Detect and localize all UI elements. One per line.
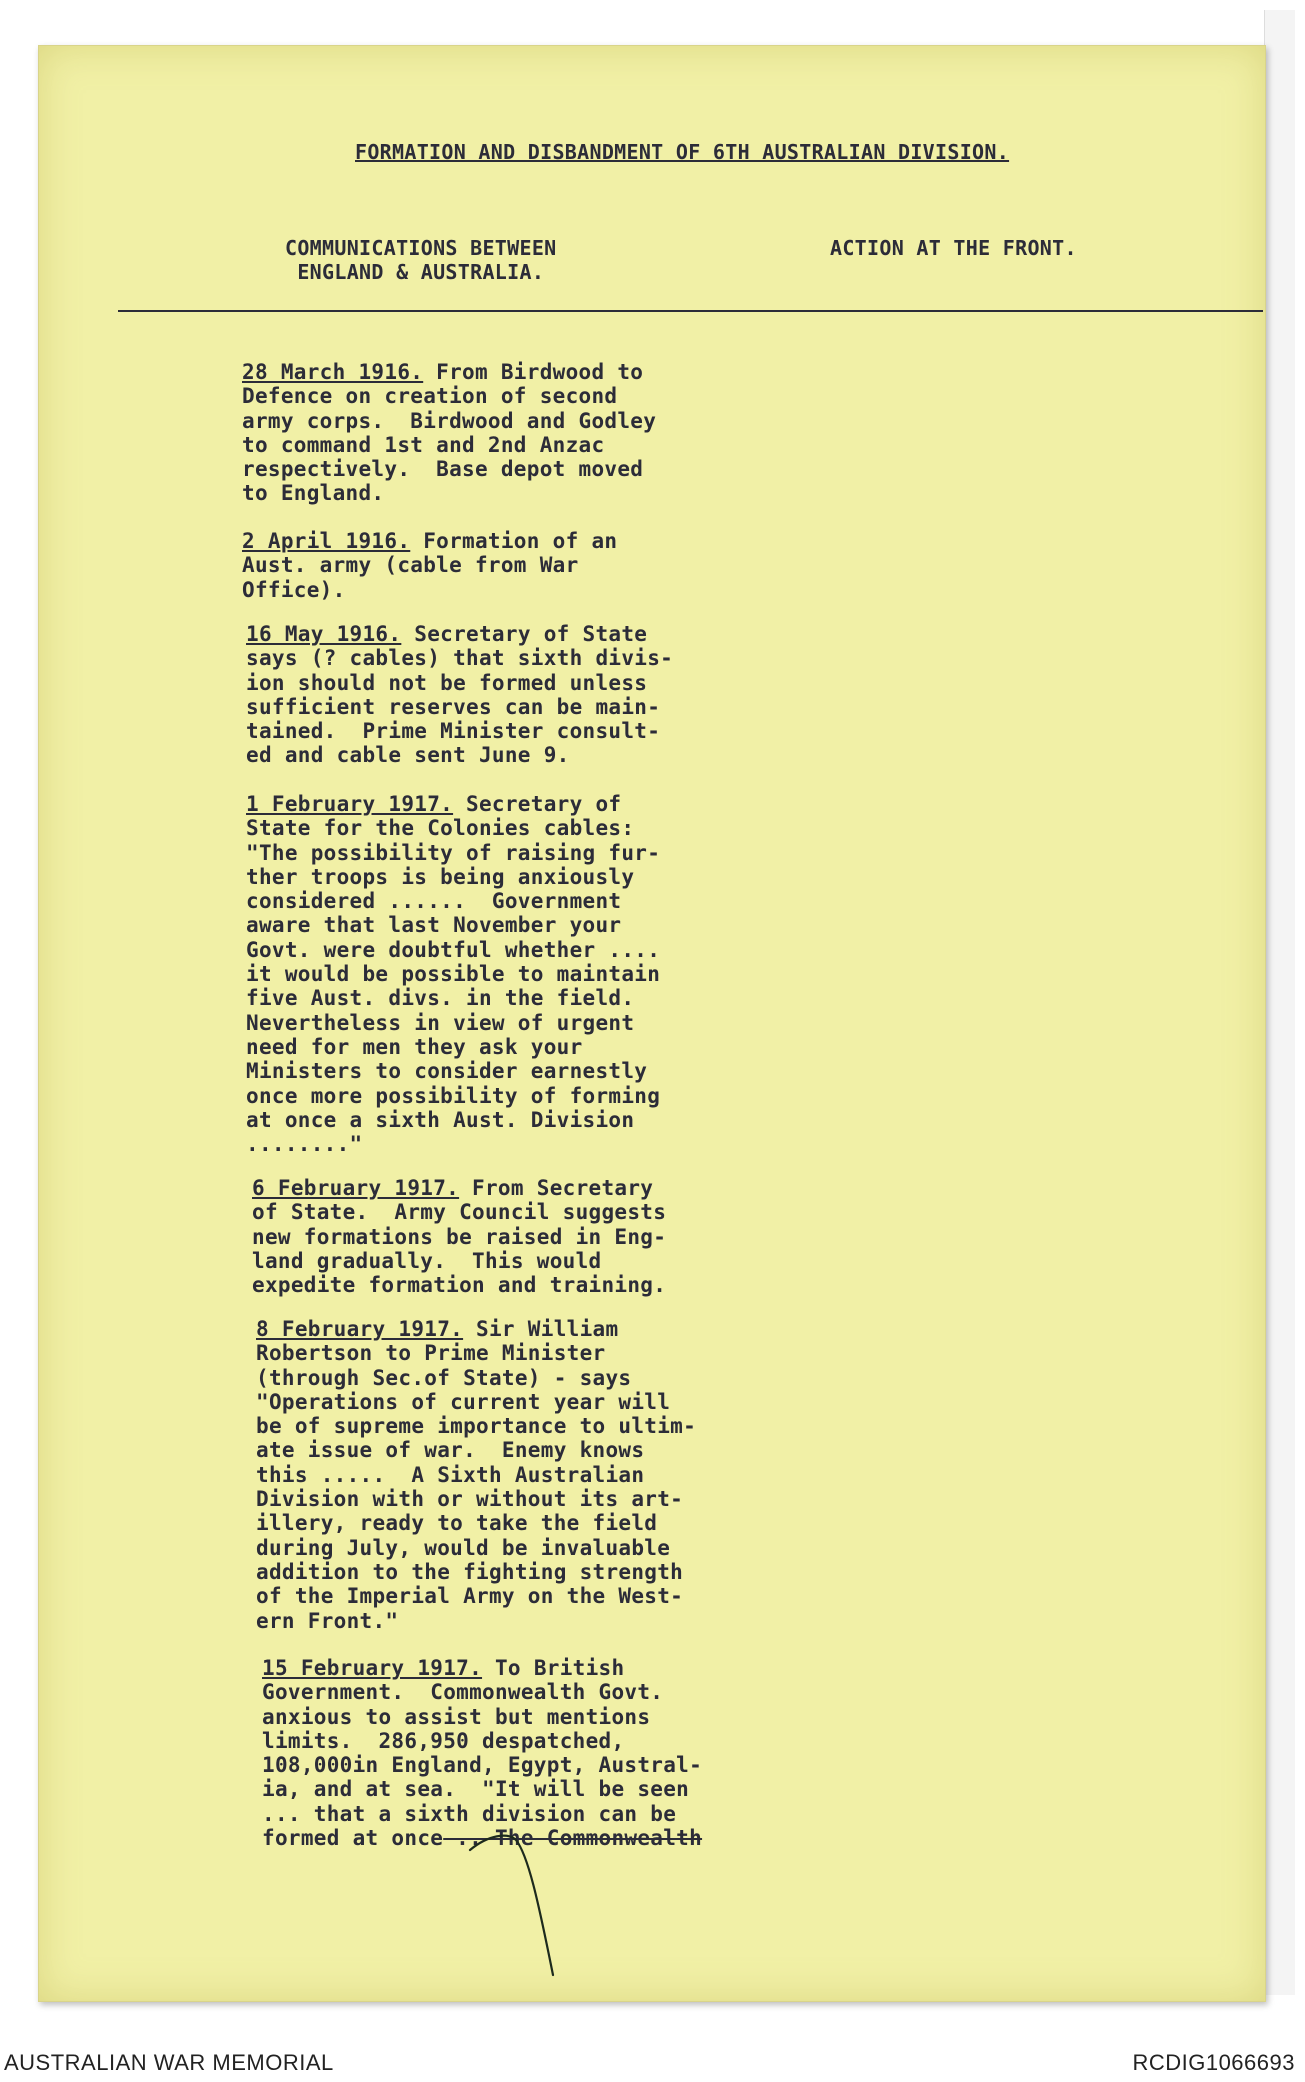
entry-date: 28 March 1916. <box>242 360 424 384</box>
entry-text: of State. Army Council suggests new formations be raised in Eng- land gradually. This would expedite formation and training. <box>252 1200 667 1298</box>
entry-date: 16 May 1916. <box>246 622 402 646</box>
entry <box>242 360 656 506</box>
footer-archive-name: AUSTRALIAN WAR MEMORIAL <box>4 2050 334 2075</box>
entry-text: State for the Colonies cables: "The possibility of raising fur- ther troops is being anxiously considered ...... Government aware that last November your Govt. were doubtful whether .... it would be possible to maintain five Aust. divs. in the field. Nevertheless in view of urgent need for men they ask your Ministers to consider earnestly once more possibility of forming at once a sixth Aust. Division ........" <box>246 816 661 1157</box>
column-heading-action: ACTION AT THE FRONT. <box>830 236 1077 260</box>
struck-text: .. The Commonwealth <box>443 1826 703 1851</box>
back-page-edge <box>1264 10 1295 1995</box>
entry-date: 2 April 1916. <box>242 529 411 553</box>
header-rule <box>118 310 1263 312</box>
entry <box>246 622 673 768</box>
entry <box>246 792 660 1156</box>
entry-text-first: Formation of an <box>410 529 618 553</box>
footer-record-id: RCDIG1066693 <box>1132 2050 1295 2075</box>
entry-date: 15 February 1917. <box>262 1656 483 1680</box>
document-title: FORMATION AND DISBANDMENT OF 6TH AUSTRALIAN DIVISION. <box>355 140 1010 164</box>
entry-text-first: From Secretary <box>459 1176 654 1200</box>
entry-text-first: From Birdwood to <box>423 360 644 384</box>
column-heading-communications <box>285 236 557 285</box>
entry-text: Aust. army (cable from War Office). <box>242 553 579 602</box>
entry <box>256 1317 696 1633</box>
entry-text: Government. Commonwealth Govt. anxious to assist but mentions limits. 286,950 despatched, 108,000in England, Egypt, Austral- ia, and at sea. "It will be seen ... that a sixth division can be formed at once <box>262 1680 703 1851</box>
entry-text-first: Sir William <box>463 1317 619 1341</box>
pen-mark-icon <box>468 1830 568 1980</box>
entry-text-first: Secretary of State <box>401 622 648 646</box>
entry <box>262 1656 702 1850</box>
entry <box>242 529 617 602</box>
entry-text: Robertson to Prime Minister (through Sec.of State) - says "Operations of current year will be of supreme importance to ultim- ate issue of war. Enemy knows this ..... A Sixth Australian Division with or without its art- illery, ready to take the field during July, would be invaluable addition to the fighting strength of the Imperial Army on the West- ern Front." <box>256 1341 697 1633</box>
entry-date: 6 February 1917. <box>252 1176 460 1200</box>
entry-date: 8 February 1917. <box>256 1317 464 1341</box>
entry-text: Defence on creation of second army corps. Birdwood and Godley to command 1st and 2nd Anzac respectively. Base depot moved to England. <box>242 384 657 506</box>
entry-text-first: To British <box>482 1656 625 1680</box>
column-heading-line1: COMMUNICATIONS BETWEEN <box>285 236 557 260</box>
entry-text-first: Secretary of <box>453 792 622 816</box>
entry-text: says (? cables) that sixth divis- ion should not be formed unless sufficient reserves can be main- tained. Prime Minister consult- ed and cable sent June 9. <box>246 646 674 768</box>
column-heading-line2: ENGLAND & AUSTRALIA. <box>297 260 545 285</box>
entry <box>252 1176 666 1297</box>
entry-date: 1 February 1917. <box>246 792 454 816</box>
